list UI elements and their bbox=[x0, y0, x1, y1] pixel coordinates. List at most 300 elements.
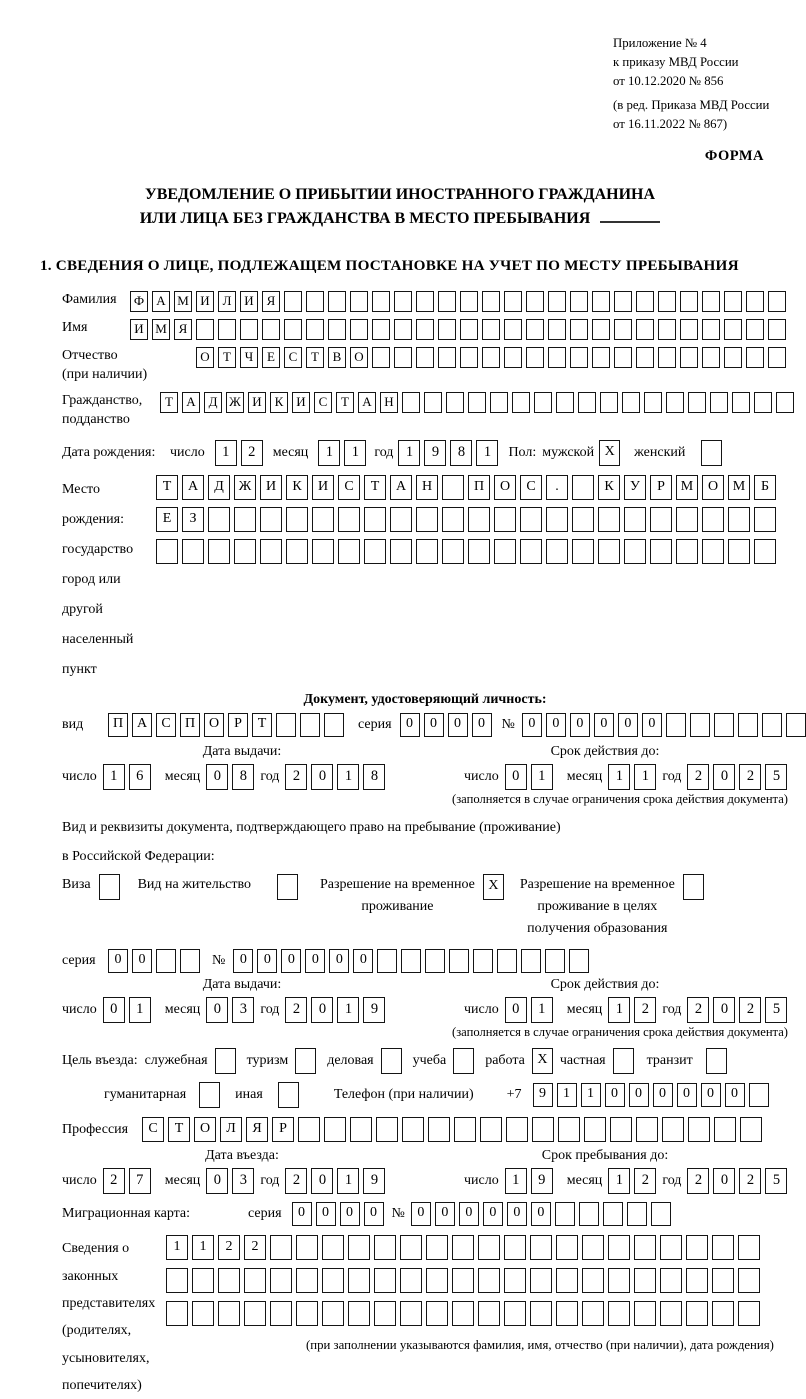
doc-valid-day-cells[interactable] bbox=[505, 764, 553, 790]
char-cell[interactable] bbox=[497, 949, 517, 973]
char-cell[interactable]: Н bbox=[380, 392, 398, 413]
char-cell[interactable]: 5 bbox=[765, 1168, 787, 1194]
char-cell[interactable]: 8 bbox=[232, 764, 254, 790]
char-cell[interactable] bbox=[244, 1268, 266, 1293]
char-cell[interactable] bbox=[676, 539, 698, 564]
char-cell[interactable]: Р bbox=[228, 713, 248, 737]
char-cell[interactable] bbox=[506, 1117, 528, 1142]
char-cell[interactable] bbox=[180, 949, 200, 973]
char-cell[interactable] bbox=[622, 392, 640, 413]
purpose-humanitarian-checkbox[interactable] bbox=[199, 1082, 220, 1108]
char-cell[interactable]: 0 bbox=[103, 997, 125, 1023]
char-cell[interactable] bbox=[482, 291, 500, 312]
char-cell[interactable] bbox=[240, 319, 258, 340]
visa-checkbox[interactable] bbox=[99, 874, 120, 900]
char-cell[interactable] bbox=[218, 1301, 240, 1326]
char-cell[interactable]: А bbox=[182, 392, 200, 413]
doc-issue-day-cells[interactable] bbox=[103, 764, 151, 790]
char-cell[interactable] bbox=[416, 291, 434, 312]
char-cell[interactable] bbox=[244, 1301, 266, 1326]
char-cell[interactable] bbox=[416, 319, 434, 340]
char-cell[interactable] bbox=[270, 1301, 292, 1326]
char-cell[interactable]: 1 bbox=[398, 440, 420, 466]
char-cell[interactable]: Я bbox=[246, 1117, 268, 1142]
char-cell[interactable]: Н bbox=[416, 475, 438, 500]
char-cell[interactable]: В bbox=[328, 347, 346, 368]
char-cell[interactable] bbox=[338, 539, 360, 564]
char-cell[interactable] bbox=[478, 1268, 500, 1293]
char-cell[interactable] bbox=[324, 1117, 346, 1142]
char-cell[interactable] bbox=[402, 1117, 424, 1142]
char-cell[interactable] bbox=[452, 1301, 474, 1326]
char-cell[interactable]: Е bbox=[156, 507, 178, 532]
char-cell[interactable] bbox=[438, 319, 456, 340]
entry-day-cells[interactable] bbox=[103, 1168, 151, 1194]
char-cell[interactable] bbox=[490, 392, 508, 413]
char-cell[interactable]: Ч bbox=[240, 347, 258, 368]
char-cell[interactable]: 0 bbox=[701, 1083, 721, 1107]
char-cell[interactable] bbox=[442, 507, 464, 532]
stay-day-cells[interactable] bbox=[505, 1168, 553, 1194]
char-cell[interactable] bbox=[572, 475, 594, 500]
char-cell[interactable] bbox=[454, 1117, 476, 1142]
char-cell[interactable] bbox=[394, 291, 412, 312]
char-cell[interactable]: 1 bbox=[634, 764, 656, 790]
char-cell[interactable]: 1 bbox=[103, 764, 125, 790]
char-cell[interactable] bbox=[296, 1235, 318, 1260]
char-cell[interactable]: Е bbox=[262, 347, 280, 368]
char-cell[interactable] bbox=[166, 1301, 188, 1326]
char-cell[interactable] bbox=[401, 949, 421, 973]
char-cell[interactable] bbox=[494, 539, 516, 564]
char-cell[interactable]: А bbox=[358, 392, 376, 413]
char-cell[interactable]: И bbox=[196, 291, 214, 312]
char-cell[interactable] bbox=[686, 1301, 708, 1326]
char-cell[interactable] bbox=[312, 507, 334, 532]
char-cell[interactable]: И bbox=[292, 392, 310, 413]
birth-year-cells[interactable] bbox=[398, 440, 498, 466]
char-cell[interactable]: 0 bbox=[629, 1083, 649, 1107]
char-cell[interactable] bbox=[526, 291, 544, 312]
char-cell[interactable] bbox=[512, 392, 530, 413]
char-cell[interactable]: Б bbox=[754, 475, 776, 500]
migration-number-cells[interactable] bbox=[411, 1202, 671, 1226]
char-cell[interactable] bbox=[530, 1268, 552, 1293]
char-cell[interactable]: Р bbox=[272, 1117, 294, 1142]
residence-issue-year-cells[interactable] bbox=[285, 997, 385, 1023]
char-cell[interactable]: М bbox=[174, 291, 192, 312]
char-cell[interactable] bbox=[426, 1301, 448, 1326]
char-cell[interactable] bbox=[416, 347, 434, 368]
profession-cells[interactable] bbox=[142, 1117, 762, 1142]
char-cell[interactable] bbox=[714, 1117, 736, 1142]
char-cell[interactable]: 1 bbox=[608, 764, 630, 790]
char-cell[interactable]: Т bbox=[156, 475, 178, 500]
char-cell[interactable] bbox=[532, 1117, 554, 1142]
char-cell[interactable]: 0 bbox=[340, 1202, 360, 1226]
char-cell[interactable]: 1 bbox=[581, 1083, 601, 1107]
char-cell[interactable] bbox=[192, 1301, 214, 1326]
char-cell[interactable]: А bbox=[182, 475, 204, 500]
birthplace-cells-row2[interactable] bbox=[156, 507, 776, 532]
char-cell[interactable] bbox=[569, 949, 589, 973]
char-cell[interactable] bbox=[480, 1117, 502, 1142]
char-cell[interactable] bbox=[712, 1235, 734, 1260]
char-cell[interactable]: 5 bbox=[765, 764, 787, 790]
char-cell[interactable] bbox=[754, 392, 772, 413]
char-cell[interactable]: 0 bbox=[522, 713, 542, 737]
char-cell[interactable]: И bbox=[130, 319, 148, 340]
char-cell[interactable] bbox=[636, 291, 654, 312]
char-cell[interactable]: 1 bbox=[531, 764, 553, 790]
char-cell[interactable]: 2 bbox=[687, 997, 709, 1023]
char-cell[interactable] bbox=[348, 1301, 370, 1326]
char-cell[interactable] bbox=[724, 291, 742, 312]
char-cell[interactable]: 0 bbox=[713, 764, 735, 790]
char-cell[interactable] bbox=[390, 507, 412, 532]
char-cell[interactable] bbox=[545, 949, 565, 973]
char-cell[interactable]: 0 bbox=[618, 713, 638, 737]
char-cell[interactable] bbox=[548, 319, 566, 340]
char-cell[interactable] bbox=[592, 291, 610, 312]
char-cell[interactable] bbox=[364, 507, 386, 532]
char-cell[interactable] bbox=[234, 507, 256, 532]
doc-series-cells[interactable] bbox=[400, 713, 492, 737]
char-cell[interactable] bbox=[324, 713, 344, 737]
temp-residence-checkbox[interactable]: X bbox=[483, 874, 504, 900]
doc-valid-year-cells[interactable] bbox=[687, 764, 787, 790]
char-cell[interactable]: 0 bbox=[570, 713, 590, 737]
char-cell[interactable] bbox=[624, 507, 646, 532]
char-cell[interactable]: 2 bbox=[687, 1168, 709, 1194]
char-cell[interactable]: 2 bbox=[739, 997, 761, 1023]
char-cell[interactable] bbox=[680, 347, 698, 368]
char-cell[interactable] bbox=[650, 539, 672, 564]
char-cell[interactable]: 5 bbox=[765, 997, 787, 1023]
char-cell[interactable] bbox=[776, 392, 794, 413]
char-cell[interactable] bbox=[452, 1268, 474, 1293]
char-cell[interactable] bbox=[746, 291, 764, 312]
char-cell[interactable]: Я bbox=[262, 291, 280, 312]
char-cell[interactable] bbox=[754, 539, 776, 564]
char-cell[interactable] bbox=[504, 1235, 526, 1260]
char-cell[interactable] bbox=[482, 319, 500, 340]
char-cell[interactable] bbox=[592, 347, 610, 368]
char-cell[interactable]: 2 bbox=[285, 997, 307, 1023]
char-cell[interactable] bbox=[768, 291, 786, 312]
char-cell[interactable]: Л bbox=[218, 291, 236, 312]
char-cell[interactable]: Т bbox=[168, 1117, 190, 1142]
char-cell[interactable] bbox=[608, 1235, 630, 1260]
surname-cells[interactable] bbox=[130, 291, 786, 312]
char-cell[interactable] bbox=[322, 1235, 344, 1260]
char-cell[interactable]: И bbox=[312, 475, 334, 500]
char-cell[interactable] bbox=[636, 347, 654, 368]
char-cell[interactable]: 9 bbox=[363, 997, 385, 1023]
char-cell[interactable]: О bbox=[196, 347, 214, 368]
char-cell[interactable]: 0 bbox=[725, 1083, 745, 1107]
char-cell[interactable] bbox=[746, 347, 764, 368]
doc-valid-month-cells[interactable] bbox=[608, 764, 656, 790]
char-cell[interactable] bbox=[424, 392, 442, 413]
char-cell[interactable] bbox=[762, 713, 782, 737]
char-cell[interactable] bbox=[298, 1117, 320, 1142]
char-cell[interactable] bbox=[738, 1301, 760, 1326]
char-cell[interactable]: 2 bbox=[285, 764, 307, 790]
char-cell[interactable] bbox=[534, 392, 552, 413]
char-cell[interactable] bbox=[306, 319, 324, 340]
char-cell[interactable] bbox=[768, 319, 786, 340]
char-cell[interactable]: 0 bbox=[411, 1202, 431, 1226]
char-cell[interactable] bbox=[738, 1268, 760, 1293]
char-cell[interactable] bbox=[746, 319, 764, 340]
char-cell[interactable]: 0 bbox=[316, 1202, 336, 1226]
char-cell[interactable] bbox=[660, 1235, 682, 1260]
char-cell[interactable]: 1 bbox=[129, 997, 151, 1023]
char-cell[interactable]: Т bbox=[252, 713, 272, 737]
name-cells[interactable] bbox=[130, 319, 786, 340]
char-cell[interactable] bbox=[702, 507, 724, 532]
char-cell[interactable] bbox=[650, 507, 672, 532]
char-cell[interactable]: 0 bbox=[435, 1202, 455, 1226]
citizenship-cells[interactable] bbox=[160, 392, 794, 413]
char-cell[interactable] bbox=[578, 392, 596, 413]
char-cell[interactable]: 9 bbox=[424, 440, 446, 466]
char-cell[interactable] bbox=[688, 392, 706, 413]
char-cell[interactable] bbox=[724, 319, 742, 340]
purpose-work-checkbox[interactable]: X bbox=[532, 1048, 553, 1074]
char-cell[interactable] bbox=[328, 319, 346, 340]
char-cell[interactable] bbox=[218, 319, 236, 340]
entry-month-cells[interactable] bbox=[206, 1168, 254, 1194]
char-cell[interactable] bbox=[556, 1268, 578, 1293]
edu-residence-checkbox[interactable] bbox=[683, 874, 704, 900]
char-cell[interactable] bbox=[504, 319, 522, 340]
char-cell[interactable]: П bbox=[108, 713, 128, 737]
char-cell[interactable] bbox=[614, 319, 632, 340]
birth-month-cells[interactable] bbox=[318, 440, 366, 466]
char-cell[interactable]: 2 bbox=[687, 764, 709, 790]
char-cell[interactable]: И bbox=[240, 291, 258, 312]
stay-month-cells[interactable] bbox=[608, 1168, 656, 1194]
char-cell[interactable] bbox=[768, 347, 786, 368]
char-cell[interactable]: К bbox=[286, 475, 308, 500]
char-cell[interactable] bbox=[614, 347, 632, 368]
char-cell[interactable]: 0 bbox=[206, 764, 228, 790]
char-cell[interactable]: 2 bbox=[739, 1168, 761, 1194]
char-cell[interactable]: 0 bbox=[472, 713, 492, 737]
char-cell[interactable] bbox=[442, 475, 464, 500]
char-cell[interactable] bbox=[460, 319, 478, 340]
phone-cells[interactable] bbox=[533, 1083, 769, 1107]
char-cell[interactable]: 1 bbox=[318, 440, 340, 466]
patronymic-cells[interactable] bbox=[196, 347, 786, 368]
char-cell[interactable] bbox=[166, 1268, 188, 1293]
char-cell[interactable] bbox=[598, 507, 620, 532]
char-cell[interactable] bbox=[582, 1235, 604, 1260]
char-cell[interactable]: 1 bbox=[166, 1235, 188, 1260]
char-cell[interactable]: 1 bbox=[344, 440, 366, 466]
char-cell[interactable]: 1 bbox=[608, 997, 630, 1023]
char-cell[interactable]: С bbox=[284, 347, 302, 368]
char-cell[interactable] bbox=[296, 1301, 318, 1326]
stay-year-cells[interactable] bbox=[687, 1168, 787, 1194]
char-cell[interactable]: Ф bbox=[130, 291, 148, 312]
char-cell[interactable] bbox=[416, 507, 438, 532]
char-cell[interactable] bbox=[660, 1268, 682, 1293]
char-cell[interactable] bbox=[468, 507, 490, 532]
char-cell[interactable] bbox=[738, 1235, 760, 1260]
char-cell[interactable] bbox=[686, 1235, 708, 1260]
char-cell[interactable] bbox=[548, 347, 566, 368]
char-cell[interactable]: 0 bbox=[353, 949, 373, 973]
char-cell[interactable] bbox=[520, 539, 542, 564]
char-cell[interactable]: 2 bbox=[103, 1168, 125, 1194]
char-cell[interactable]: С bbox=[338, 475, 360, 500]
doc-issue-year-cells[interactable] bbox=[285, 764, 385, 790]
char-cell[interactable]: С bbox=[520, 475, 542, 500]
char-cell[interactable] bbox=[702, 347, 720, 368]
char-cell[interactable]: 0 bbox=[257, 949, 277, 973]
char-cell[interactable] bbox=[482, 347, 500, 368]
purpose-commercial-checkbox[interactable] bbox=[381, 1048, 402, 1074]
char-cell[interactable] bbox=[582, 1301, 604, 1326]
char-cell[interactable] bbox=[572, 507, 594, 532]
char-cell[interactable] bbox=[712, 1301, 734, 1326]
char-cell[interactable]: И bbox=[248, 392, 266, 413]
char-cell[interactable] bbox=[372, 291, 390, 312]
char-cell[interactable]: М bbox=[676, 475, 698, 500]
char-cell[interactable]: Т bbox=[306, 347, 324, 368]
char-cell[interactable] bbox=[634, 1301, 656, 1326]
purpose-other-checkbox[interactable] bbox=[278, 1082, 299, 1108]
char-cell[interactable] bbox=[530, 1235, 552, 1260]
char-cell[interactable]: С bbox=[156, 713, 176, 737]
char-cell[interactable] bbox=[449, 949, 469, 973]
char-cell[interactable]: 0 bbox=[653, 1083, 673, 1107]
char-cell[interactable]: О bbox=[702, 475, 724, 500]
char-cell[interactable]: 0 bbox=[311, 764, 333, 790]
char-cell[interactable]: 0 bbox=[713, 1168, 735, 1194]
purpose-private-checkbox[interactable] bbox=[613, 1048, 634, 1074]
char-cell[interactable]: 1 bbox=[215, 440, 237, 466]
char-cell[interactable]: 0 bbox=[206, 1168, 228, 1194]
char-cell[interactable]: О bbox=[204, 713, 224, 737]
char-cell[interactable]: С bbox=[314, 392, 332, 413]
char-cell[interactable]: Ж bbox=[226, 392, 244, 413]
char-cell[interactable] bbox=[688, 1117, 710, 1142]
char-cell[interactable] bbox=[666, 392, 684, 413]
char-cell[interactable]: 1 bbox=[608, 1168, 630, 1194]
char-cell[interactable]: 2 bbox=[634, 1168, 656, 1194]
char-cell[interactable]: 0 bbox=[507, 1202, 527, 1226]
char-cell[interactable] bbox=[394, 347, 412, 368]
char-cell[interactable] bbox=[592, 319, 610, 340]
char-cell[interactable]: 0 bbox=[677, 1083, 697, 1107]
char-cell[interactable] bbox=[348, 1235, 370, 1260]
char-cell[interactable] bbox=[572, 539, 594, 564]
entry-year-cells[interactable] bbox=[285, 1168, 385, 1194]
char-cell[interactable] bbox=[712, 1268, 734, 1293]
representatives-cells-row3[interactable] bbox=[166, 1301, 774, 1326]
char-cell[interactable]: 0 bbox=[132, 949, 152, 973]
char-cell[interactable] bbox=[526, 347, 544, 368]
char-cell[interactable]: 0 bbox=[311, 997, 333, 1023]
char-cell[interactable]: 0 bbox=[505, 997, 527, 1023]
char-cell[interactable] bbox=[608, 1268, 630, 1293]
char-cell[interactable]: 6 bbox=[129, 764, 151, 790]
char-cell[interactable] bbox=[306, 291, 324, 312]
char-cell[interactable] bbox=[208, 507, 230, 532]
char-cell[interactable]: Т bbox=[364, 475, 386, 500]
char-cell[interactable] bbox=[636, 1117, 658, 1142]
purpose-transit-checkbox[interactable] bbox=[706, 1048, 727, 1074]
char-cell[interactable]: 0 bbox=[459, 1202, 479, 1226]
char-cell[interactable]: 0 bbox=[206, 997, 228, 1023]
char-cell[interactable] bbox=[322, 1268, 344, 1293]
residence-valid-year-cells[interactable] bbox=[687, 997, 787, 1023]
char-cell[interactable] bbox=[426, 1235, 448, 1260]
char-cell[interactable]: 2 bbox=[739, 764, 761, 790]
char-cell[interactable] bbox=[350, 291, 368, 312]
char-cell[interactable] bbox=[460, 291, 478, 312]
char-cell[interactable] bbox=[754, 507, 776, 532]
char-cell[interactable]: 3 bbox=[232, 1168, 254, 1194]
char-cell[interactable] bbox=[376, 1117, 398, 1142]
char-cell[interactable] bbox=[270, 1235, 292, 1260]
char-cell[interactable]: 9 bbox=[531, 1168, 553, 1194]
char-cell[interactable]: 0 bbox=[400, 713, 420, 737]
char-cell[interactable]: М bbox=[728, 475, 750, 500]
char-cell[interactable] bbox=[634, 1235, 656, 1260]
char-cell[interactable] bbox=[426, 1268, 448, 1293]
char-cell[interactable] bbox=[156, 539, 178, 564]
char-cell[interactable] bbox=[374, 1268, 396, 1293]
char-cell[interactable] bbox=[680, 291, 698, 312]
birth-day-cells[interactable] bbox=[215, 440, 263, 466]
char-cell[interactable] bbox=[300, 713, 320, 737]
char-cell[interactable] bbox=[504, 1301, 526, 1326]
sex-female-checkbox[interactable] bbox=[701, 440, 722, 466]
char-cell[interactable]: 0 bbox=[311, 1168, 333, 1194]
char-cell[interactable] bbox=[416, 539, 438, 564]
char-cell[interactable] bbox=[644, 392, 662, 413]
char-cell[interactable]: Я bbox=[174, 319, 192, 340]
char-cell[interactable] bbox=[322, 1301, 344, 1326]
char-cell[interactable] bbox=[394, 319, 412, 340]
char-cell[interactable] bbox=[468, 539, 490, 564]
purpose-business-checkbox[interactable] bbox=[215, 1048, 236, 1074]
char-cell[interactable]: 9 bbox=[533, 1083, 553, 1107]
char-cell[interactable] bbox=[600, 392, 618, 413]
char-cell[interactable]: 0 bbox=[531, 1202, 551, 1226]
char-cell[interactable]: С bbox=[142, 1117, 164, 1142]
char-cell[interactable] bbox=[286, 507, 308, 532]
char-cell[interactable]: 0 bbox=[108, 949, 128, 973]
char-cell[interactable]: 0 bbox=[605, 1083, 625, 1107]
char-cell[interactable] bbox=[400, 1268, 422, 1293]
residence-issue-day-cells[interactable] bbox=[103, 997, 151, 1023]
char-cell[interactable]: 0 bbox=[594, 713, 614, 737]
char-cell[interactable]: 1 bbox=[476, 440, 498, 466]
char-cell[interactable]: 0 bbox=[292, 1202, 312, 1226]
char-cell[interactable]: О bbox=[194, 1117, 216, 1142]
char-cell[interactable] bbox=[651, 1202, 671, 1226]
char-cell[interactable]: 2 bbox=[218, 1235, 240, 1260]
char-cell[interactable] bbox=[556, 392, 574, 413]
char-cell[interactable] bbox=[530, 1301, 552, 1326]
migration-series-cells[interactable] bbox=[292, 1202, 384, 1226]
